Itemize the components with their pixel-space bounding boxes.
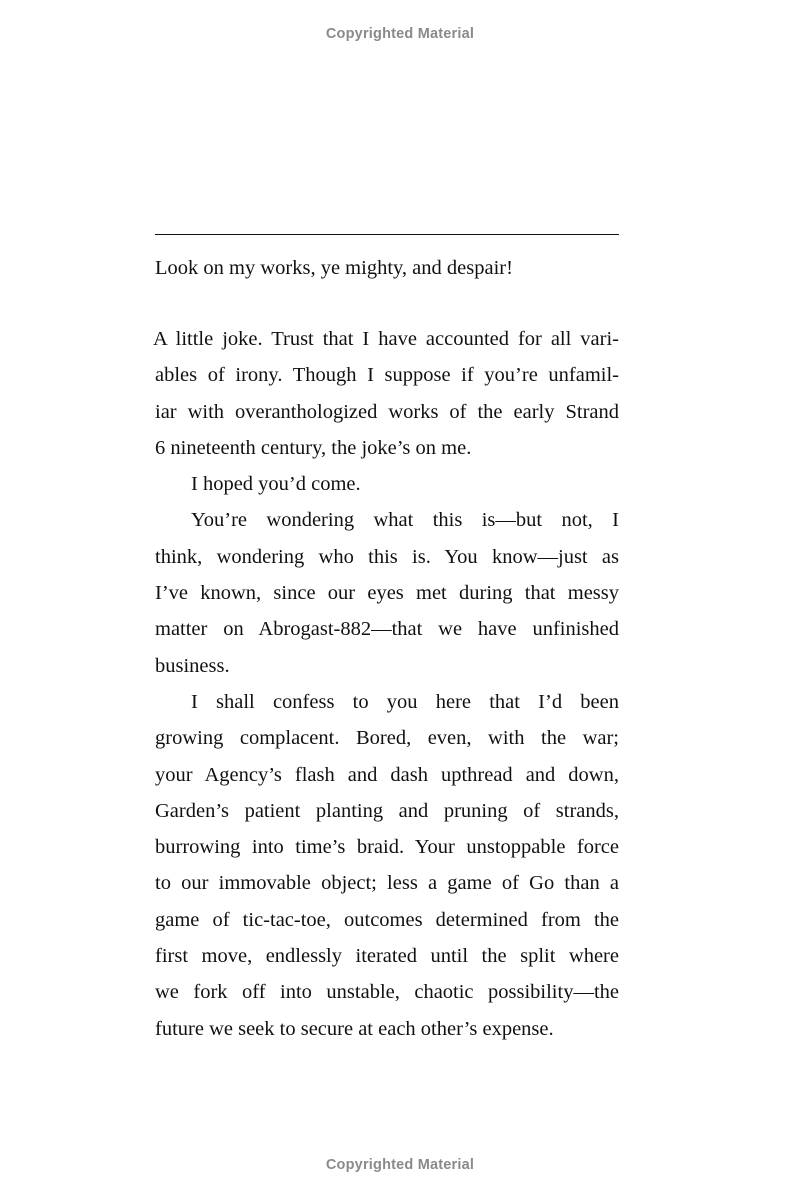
epigraph: Look on my works, ye mighty, and despair! <box>155 257 513 279</box>
text-line: think, wondering who this is. You know—just as <box>155 545 619 568</box>
text-line: to our immovable object; less a game of Go than a <box>155 872 619 895</box>
text-line: we fork off into unstable, chaotic possibility—the <box>155 981 619 1004</box>
text-line: growing complacent. Bored, even, with the war; <box>155 727 619 750</box>
text-line: Garden’s patient planting and pruning of strands, <box>155 799 619 822</box>
text-line: burrowing into time’s braid. Your unstoppable force <box>155 836 619 859</box>
paragraph-3 <box>155 502 619 683</box>
body-text <box>155 321 619 1047</box>
text-line: first move, endlessly iterated until the split where <box>155 945 619 968</box>
copyright-watermark-top: Copyrighted Material <box>325 26 475 42</box>
section-divider-rule <box>155 234 619 235</box>
text-line: your Agency’s flash and dash upthread and down, <box>155 763 619 786</box>
text-line: I hoped you’d come. <box>191 473 361 496</box>
text-line: game of tic-tac-toe, outcomes determined from the <box>155 908 619 931</box>
copyright-watermark-bottom: Copyrighted Material <box>325 1157 475 1173</box>
paragraph-1 <box>155 321 619 466</box>
text-line: ables of irony. Though I suppose if you’re unfamil- <box>155 364 619 387</box>
text-line: I shall confess to you here that I’d been <box>191 690 619 713</box>
text-line: business. <box>155 654 230 677</box>
text-line: I’ve known, since our eyes met during that messy <box>155 582 619 605</box>
text-line: 6 nineteenth century, the joke’s on me. <box>155 436 472 459</box>
text-line: A little joke. Trust that I have accounted for all vari- <box>153 328 619 350</box>
paragraph-2 <box>155 466 619 502</box>
paragraph-4 <box>155 684 619 1047</box>
text-line: You’re wondering what this is—but not, I <box>191 509 619 532</box>
text-line: future we seek to secure at each other’s expense. <box>155 1017 554 1040</box>
text-line: iar with overanthologized works of the early Strand <box>155 400 619 423</box>
text-line: matter on Abrogast-882—that we have unfinished <box>155 618 619 641</box>
